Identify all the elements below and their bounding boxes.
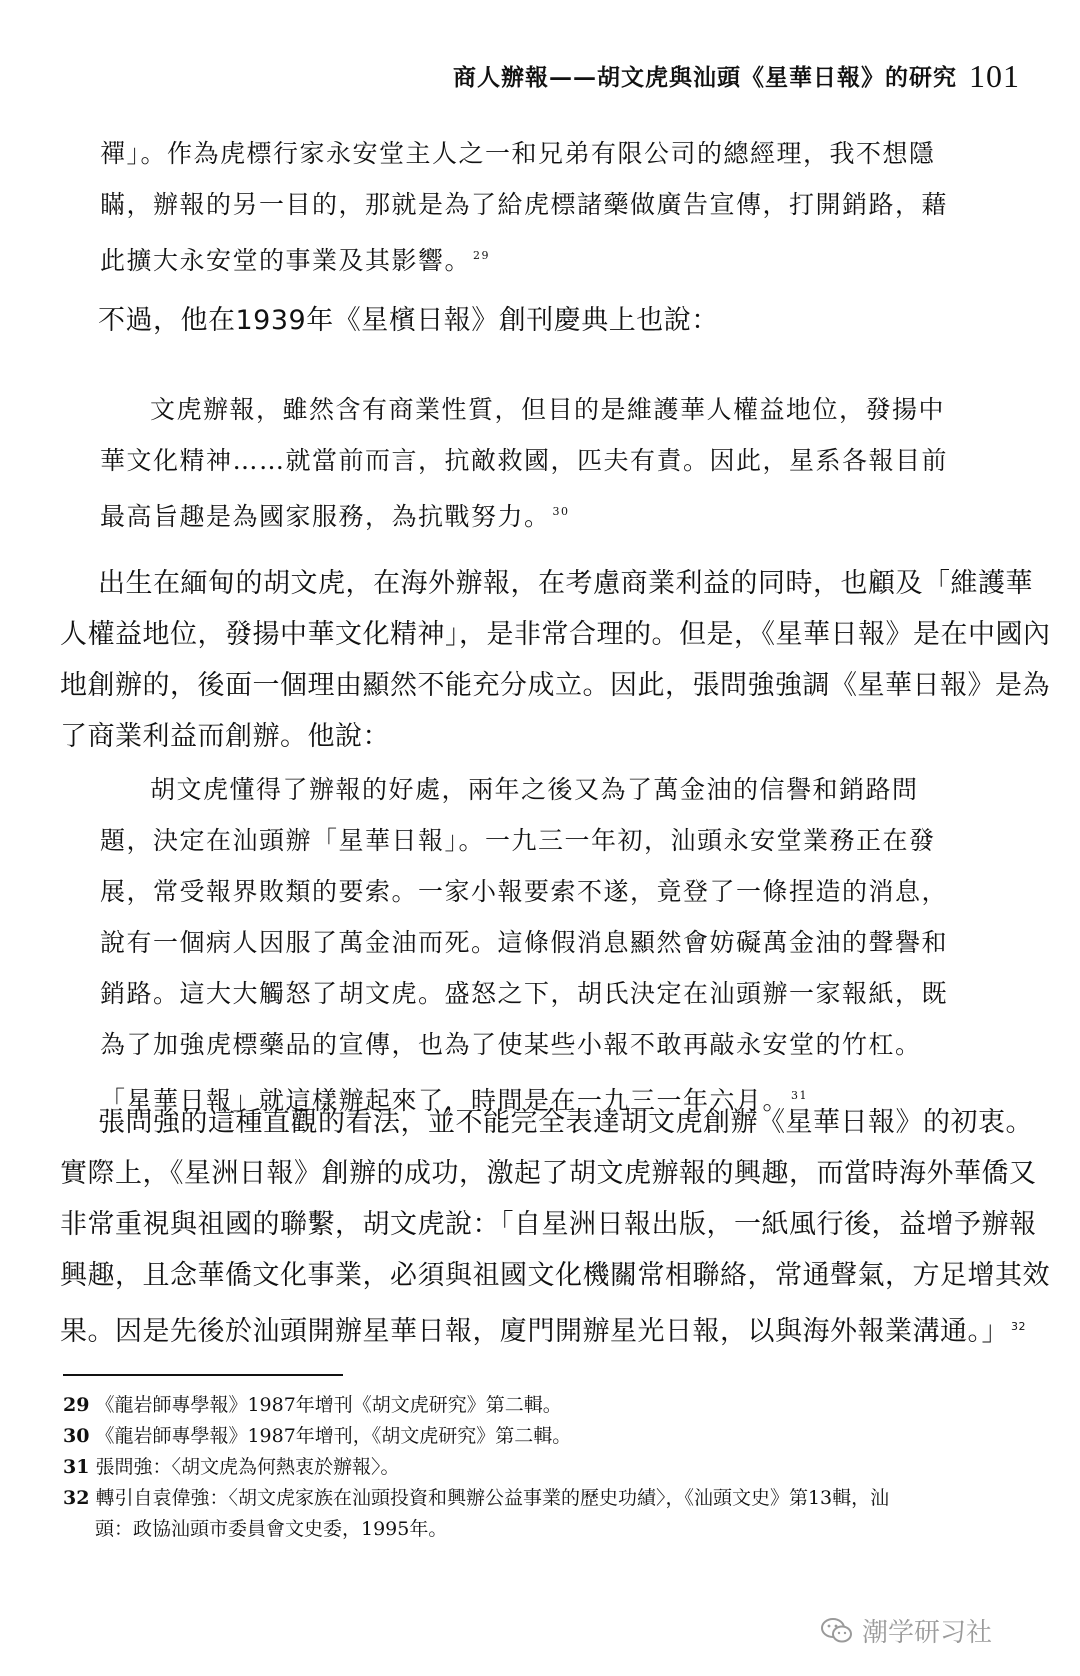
footnote-text: 張問強：〈胡文虎為何熱衷於辦報〉。 (95, 1456, 400, 1478)
footnote-divider (63, 1374, 343, 1376)
quote-line: 胡文虎懂得了辦報的好處，兩年之後又為了萬金油的信譽和銷路問 (150, 775, 919, 804)
quote-line-text: 此擴大永安堂的事業及其影響。 (100, 246, 472, 275)
footnote-text: 轉引自袁偉強：〈胡文虎家族在汕頭投資和興辦公益事業的歷史功績〉，《汕頭文史》第13輯，汕 (95, 1487, 890, 1509)
body-line: 不過，他在1939年《星檳日報》創刊慶典上也說： (98, 305, 719, 336)
block-quote-1 (100, 128, 948, 286)
footnote-32 (63, 1483, 1013, 1514)
body-line: 出生在緬甸的胡文虎，在海外辦報，在考慮商業利益的同時，也顧及「維護華 (98, 568, 1033, 599)
body-line: 興趣，且念華僑文化事業，必須與祖國文化機關常相聯絡，常通聲氣，方足增其效 (60, 1260, 1050, 1291)
wechat-icon (820, 1617, 854, 1645)
quote-line (100, 486, 948, 542)
footnotes (63, 1390, 1013, 1545)
footnote-ref: 29 (473, 249, 491, 262)
body-line: 非常重視與祖國的聯繫，胡文虎說：「自星洲日報出版，一紙風行後，益增予辦報 (60, 1209, 1037, 1240)
quote-line: 禪」。作為虎標行家永安堂主人之一和兄弟有限公司的總經理，我不想隱 (100, 139, 936, 168)
quote-line: 華文化精神……就當前而言，抗敵救國，匹夫有責。因此，星系各報目前 (100, 446, 949, 475)
body-line (60, 1301, 1050, 1357)
block-quote-2 (100, 384, 948, 542)
quote-line: 展，常受報界敗類的要索。一家小報要索不遂，竟登了一條捏造的消息， (100, 877, 949, 906)
watermark-text: 潮学研习社 (862, 1618, 993, 1648)
body-line: 地創辦的，後面一個理由顯然不能充分成立。因此，張問強強調《星華日報》是為 (60, 670, 1050, 701)
footnote-29 (63, 1390, 1013, 1421)
running-header (380, 58, 1020, 95)
paragraph-3 (60, 1097, 1050, 1357)
body-line: 了商業利益而創辦。他說： (60, 721, 390, 752)
quote-line: 文虎辦報，雖然含有商業性質，但目的是維護華人權益地位，發揚中 (150, 395, 946, 424)
body-line: 實際上，《星洲日報》創辦的成功，激起了胡文虎辦報的興趣，而當時海外華僑又 (60, 1158, 1037, 1189)
page-number: 101 (969, 58, 1020, 94)
footnote-ref: 30 (552, 505, 570, 518)
quote-line-text: 最高旨趣是為國家服務，為抗戰努力。 (100, 502, 551, 531)
footnote-number: 31 (63, 1456, 90, 1478)
quote-line: 說有一個病人因服了萬金油而死。這條假消息顯然會妨礙萬金油的聲譽和 (100, 928, 949, 957)
footnote-31 (63, 1452, 1013, 1483)
block-quote-3 (100, 764, 948, 1126)
footnote-number: 30 (63, 1425, 90, 1447)
quote-line (100, 230, 948, 286)
quote-line: 題，決定在汕頭辦「星華日報」。一九三一年初，汕頭永安堂業務正在發 (100, 826, 936, 855)
quote-line: 為了加強虎標藥品的宣傳，也為了使某些小報不敢再敲永安堂的竹杠。 (100, 1030, 922, 1059)
body-line: 張問強的這種直觀的看法，並不能完全表達胡文虎創辦《星華日報》的初衷。 (98, 1107, 1033, 1138)
header-title: 商人辦報——胡文虎與汕頭《星華日報》的研究 (453, 64, 957, 91)
footnote-text: 《龍岩師專學報》1987年增刊，《胡文虎研究》第二輯。 (95, 1425, 572, 1447)
footnote-number: 32 (63, 1487, 90, 1509)
quote-line: 銷路。這大大觸怒了胡文虎。盛怒之下，胡氏決定在汕頭辦一家報紙，既 (100, 979, 949, 1008)
quote-line-text: 「星華日報」就這樣辦起來了，時間是在一九三一年六月。 (100, 1086, 790, 1115)
footnote-ref: 31 (791, 1089, 809, 1102)
watermark (820, 1612, 992, 1649)
footnote-ref: 32 (1011, 1320, 1026, 1333)
paragraph-2 (60, 558, 1051, 762)
quote-line: 瞞，辦報的另一目的，那就是為了給虎標諸藥做廣告宣傳，打開銷路，藉 (100, 190, 949, 219)
footnote-32-continued: 頭：政協汕頭市委員會文史委，1995年。 (95, 1518, 448, 1540)
footnote-text: 《龍岩師專學報》1987年增刊《胡文虎研究》第二輯。 (95, 1394, 562, 1416)
body-line-text: 果。因是先後於汕頭開辦星華日報，廈門開辦星光日報，以與海外報業溝通。」 (60, 1316, 1009, 1347)
footnote-number: 29 (63, 1394, 90, 1416)
paragraph-1 (98, 295, 719, 346)
body-line: 人權益地位，發揚中華文化精神」，是非常合理的。但是，《星華日報》是在中國內 (60, 619, 1051, 650)
footnote-30 (63, 1421, 1013, 1452)
